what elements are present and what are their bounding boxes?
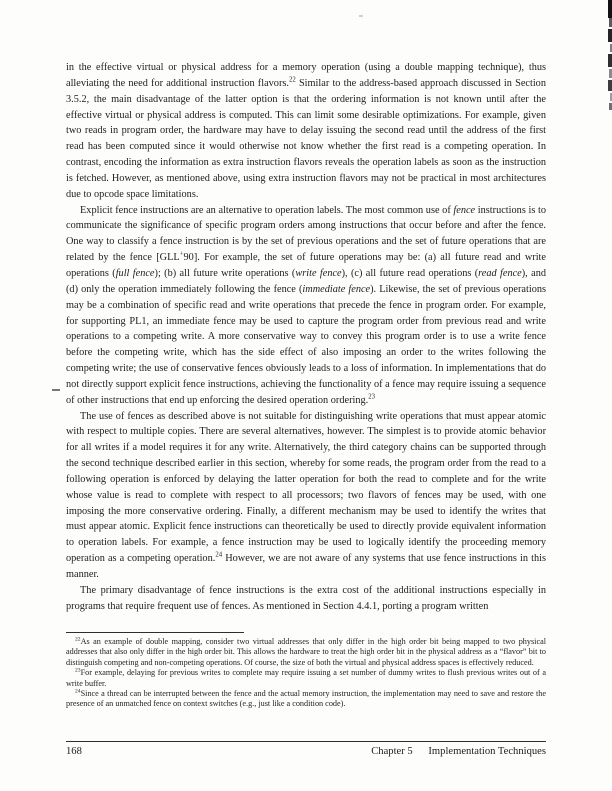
chapter-title: Implementation Techniques: [428, 746, 546, 757]
footnote: $^{23}$For example, delaying for previous writes to complete may require issuing a set number of dummy writes to flush previous writes out of a write buffer.: [66, 667, 546, 688]
footnotes: [66, 637, 546, 719]
body-paragraph: Explicit fence instructions are an alternative to operation labels. The most common use of fence instructions is to communicate the significance of specific program orders among instructions that occur before and after the fence. One way to classify a fence instruction is by the set of previous operations and the set of future operations that are related by the fence [GLL+90]. For example, the set of future operations may be: (a) all future read and write operations (full fence); (b) all future write operations (write fence), (c) all future read operations (read fence), and (d) only the operation immediately following the fence (immediate fence). Likewise, the set of previous operations may be a combination of specific read and write operations that precede the fence in program order. For example, for supporting PL1, an immediate fence may be used to capture the program order from previous read and write operations to a competing write. A more conservative way to convey this program order is to use a write fence before the competing write, which has the side effect of also imposing an order to the writes following the competing write; the use of conservative fences obviously leads to a loss of information. In implementations that do not directly support explicit fence instructions, achieving the functionality of a fence may require issuing a sequence of other instructions that end up enforcing the desired operation ordering.$^{23}$: [66, 204, 546, 406]
scan-artifact-margin-dash: [52, 389, 60, 391]
body-paragraph: in the effective virtual or physical address for a memory operation (using a double mapping technique), thus alleviating the need for additional instruction flavors.$^{22}$ Similar to the address-based approach discussed in Section 3.5.2, the main disadvantage of the latter option is that the ordering information is not known until after the effective virtual or physical address is computed. This can limit some desirable optimizations. For example, given two reads in program order, the hardware may have to delay issuing the second read until the address of the first read has been computed since it would otherwise not know whether the first read is a competing operation. In contrast, encoding the information as extra instruction flavors reveals the operation labels as soon as the instruction is fetched. However, as mentioned above, using extra instruction flavors may not be practical in most architectures due to opcode space limitations.: [66, 62, 546, 200]
chapter-label: Chapter 5: [371, 746, 413, 757]
page-footer: [66, 746, 546, 757]
footnote: $^{22}$As an example of double mapping, consider two virtual addresses that only differ in the high order bit being mapped to two physical addresses that also only differ in the high order bit. This allows the hardware to treat the high order bit in the physical address as a “flavor” bit to distinguish competing and non-competing operations. Of course, the size of both the virtual and physical address spaces is effectively reduced.: [66, 637, 546, 667]
footer-rule: [66, 741, 546, 742]
scan-artifact-edge: [608, 54, 612, 67]
body-text: [66, 60, 546, 633]
page-number: 168: [66, 746, 82, 757]
scan-artifact-edge: [608, 0, 612, 18]
body-paragraph: The use of fences as described above is not suitable for distinguishing write operations that must appear atomic with respect to multiple copies. There are several alternatives, however. The simplest is to provide atomic behavior for all writes if a model requires it for any write. Alternatively, the third category chains can be supported through the second technique described earlier in this section, whereby for some reads, the program order from the read to a following operation is enforced by delaying the latter operation for both the read to complete and for the write whose value is read to complete with respect to all processors; two flavors of fences may be used, with one imposing the more conservative ordering. Finally, a different mechanism may be used to identify the writes that must appear atomic. Explicit fence instructions can theoretically be used to directly provide equivalent information to operation labels. For example, a fence instruction may be used to logically identify the proceeding memory operation as a competing operation.$^{24}$ However, we are not aware of any systems that use fence instructions in this manner.: [66, 410, 546, 580]
footnote-separator: [66, 632, 244, 633]
scan-artifact-speck: [359, 15, 363, 17]
body-paragraph: The primary disadvantage of fence instructions is the extra cost of the additional instructions especially in programs that require frequent use of fences. As mentioned in Section 4.4.1, porting a program written: [66, 584, 546, 612]
footnote: $^{24}$Since a thread can be interrupted between the fence and the actual memory instruction, the implementation may need to save and restore the presence of an unmatched fence on context switches (e.g., just like a condition code).: [66, 688, 546, 709]
running-header: [371, 746, 546, 757]
scan-artifact-edge: [608, 80, 612, 91]
scan-artifact-edge: [608, 29, 612, 42]
